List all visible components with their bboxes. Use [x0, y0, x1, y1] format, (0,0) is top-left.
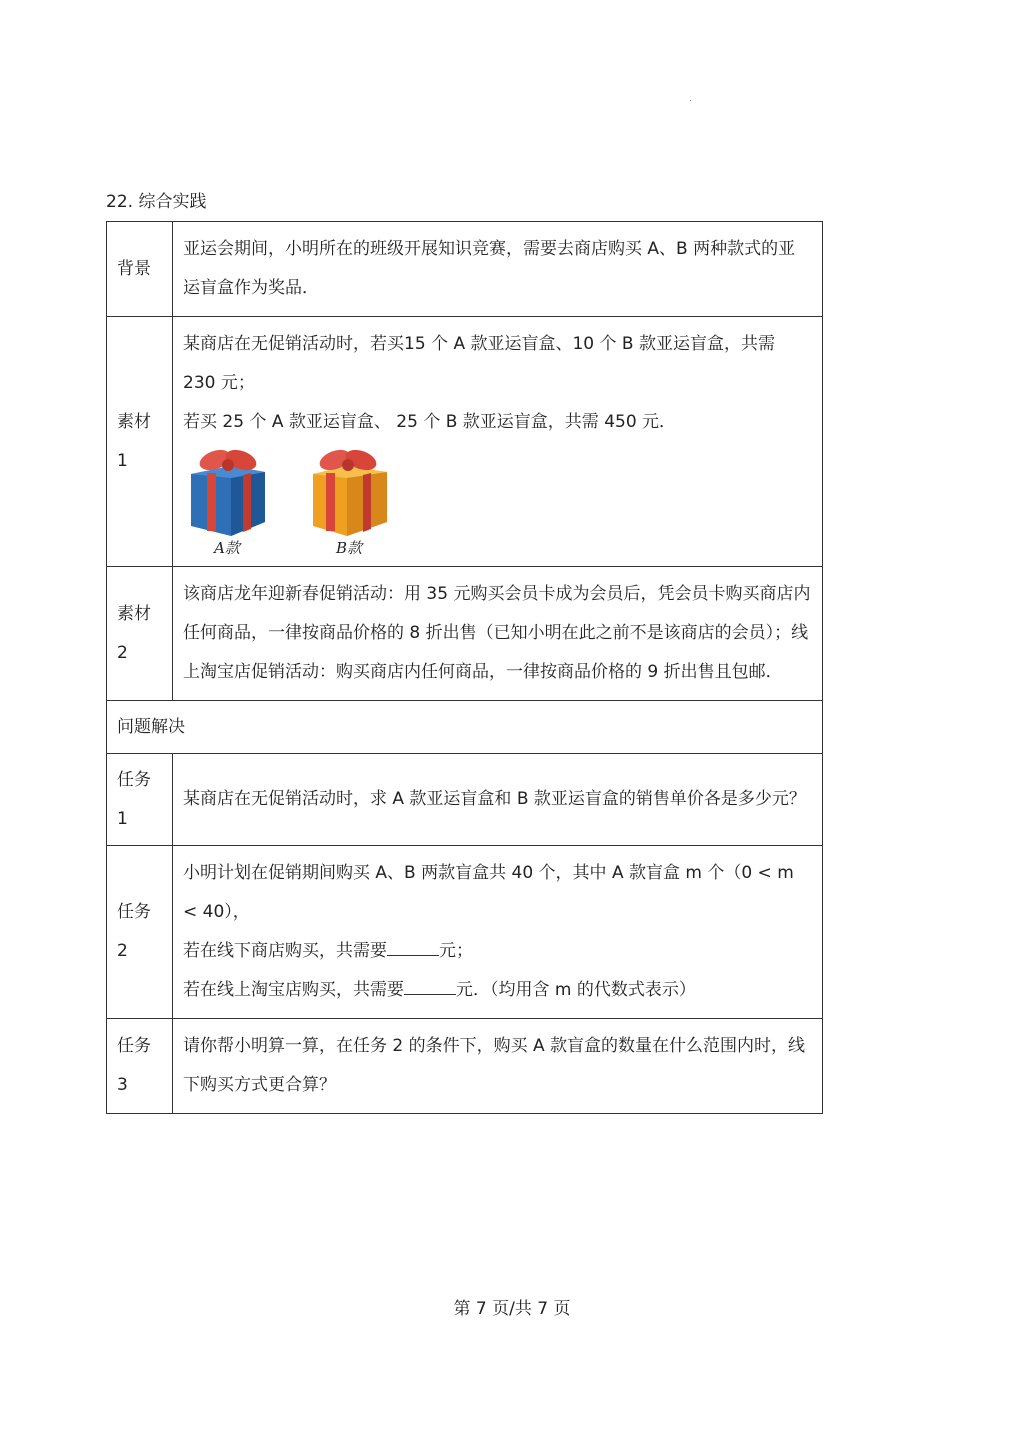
- label-task-3: [107, 1019, 173, 1114]
- answer-blank-offline[interactable]: [387, 937, 439, 956]
- label-task-3-line1: 任务: [117, 1036, 151, 1056]
- stray-mark: [690, 100, 691, 101]
- task-3-line2: 下购买方式更合算？: [183, 1075, 336, 1095]
- practice-table: [106, 221, 823, 1114]
- answer-blank-online[interactable]: [404, 976, 456, 995]
- label-material-1-line2: 1: [117, 450, 128, 471]
- task-2-line2-suffix: 元；: [439, 941, 473, 961]
- row-material-1: [107, 317, 823, 567]
- gift-images: [183, 446, 812, 558]
- label-task-1-line2: 1: [117, 808, 128, 829]
- label-task-2-line1: 任务: [117, 902, 151, 922]
- question-title: 22. 综合实践: [106, 192, 207, 212]
- gift-a-image: [185, 446, 269, 538]
- problem-heading: 问题解决: [107, 701, 823, 754]
- row-background: [107, 222, 823, 317]
- task-2-line2: [183, 932, 812, 971]
- task-2-line3-prefix: 若在线上淘宝店购买，共需要: [183, 980, 404, 1000]
- row-material-2: [107, 567, 823, 701]
- gift-b-image: [307, 446, 391, 538]
- gift-a: [185, 446, 269, 558]
- label-task-1: [107, 754, 173, 846]
- label-material-2: [107, 567, 173, 701]
- row-task-3: [107, 1019, 823, 1114]
- task-3-line1: 请你帮小明算一算，在任务 2 的条件下，购买 A 款盲盒的数量在什么范围内时，线: [183, 1036, 806, 1056]
- row-problem: [107, 701, 823, 754]
- label-material-1-line1: 素材: [117, 411, 151, 432]
- gift-b: [307, 446, 391, 558]
- material-2-line3: 上淘宝店促销活动：购买商店内任何商品，一律按商品价格的 9 折出售且包邮．: [183, 662, 783, 682]
- material-1-content: [173, 317, 823, 567]
- task-2-line3: [183, 971, 812, 1010]
- material-1-line1: 某商店在无促销活动时，若买15 个 A 款亚运盲盒、10 个 B 款亚运盲盒，共需 230 元；: [183, 334, 775, 393]
- material-2-content: [173, 567, 823, 701]
- background-text: 亚运会期间，小明所在的班级开展知识竞赛，需要去商店购买 A、B 两种款式的亚运盲盒作为奖品．: [173, 222, 823, 317]
- label-task-1-line1: 任务: [117, 769, 151, 790]
- task-2-line1: 小明计划在促销期间购买 A、B 两款盲盒共 40 个，其中 A 款盲盒 m 个（0 < m < 40），: [183, 863, 794, 922]
- row-task-2: [107, 846, 823, 1019]
- task-1-text: 某商店在无促销活动时，求 A 款亚运盲盒和 B 款亚运盲盒的销售单价各是多少元？: [173, 754, 823, 846]
- page-footer: 第 7 页/共 7 页: [453, 1299, 571, 1319]
- gift-b-label: B款: [335, 539, 363, 557]
- label-material-2-line2: 2: [117, 642, 128, 663]
- task-2-line2-prefix: 若在线下商店购买，共需要: [183, 941, 387, 961]
- label-task-3-line2: 3: [117, 1075, 128, 1095]
- task-2-content: [173, 846, 823, 1019]
- gift-a-label: A款: [214, 539, 240, 557]
- material-2-line2: 任何商品，一律按商品价格的 8 折出售（已知小明在此之前不是该商店的会员）；线: [183, 623, 809, 643]
- label-background: 背景: [107, 222, 173, 317]
- row-task-1: [107, 754, 823, 846]
- label-task-2: [107, 846, 173, 1019]
- label-material-2-line1: 素材: [117, 603, 151, 624]
- material-1-line2: 若买 25 个 A 款亚运盲盒、 25 个 B 款亚运盲盒，共需 450 元．: [183, 412, 677, 432]
- label-material-1: [107, 317, 173, 567]
- label-task-2-line2: 2: [117, 941, 128, 961]
- task-2-line3-suffix: 元．（均用含 m 的代数式表示）: [456, 980, 696, 1000]
- material-2-line1: 该商店龙年迎新春促销活动：用 35 元购买会员卡成为会员后，凭会员卡购买商店内: [183, 584, 811, 604]
- task-3-content: [173, 1019, 823, 1114]
